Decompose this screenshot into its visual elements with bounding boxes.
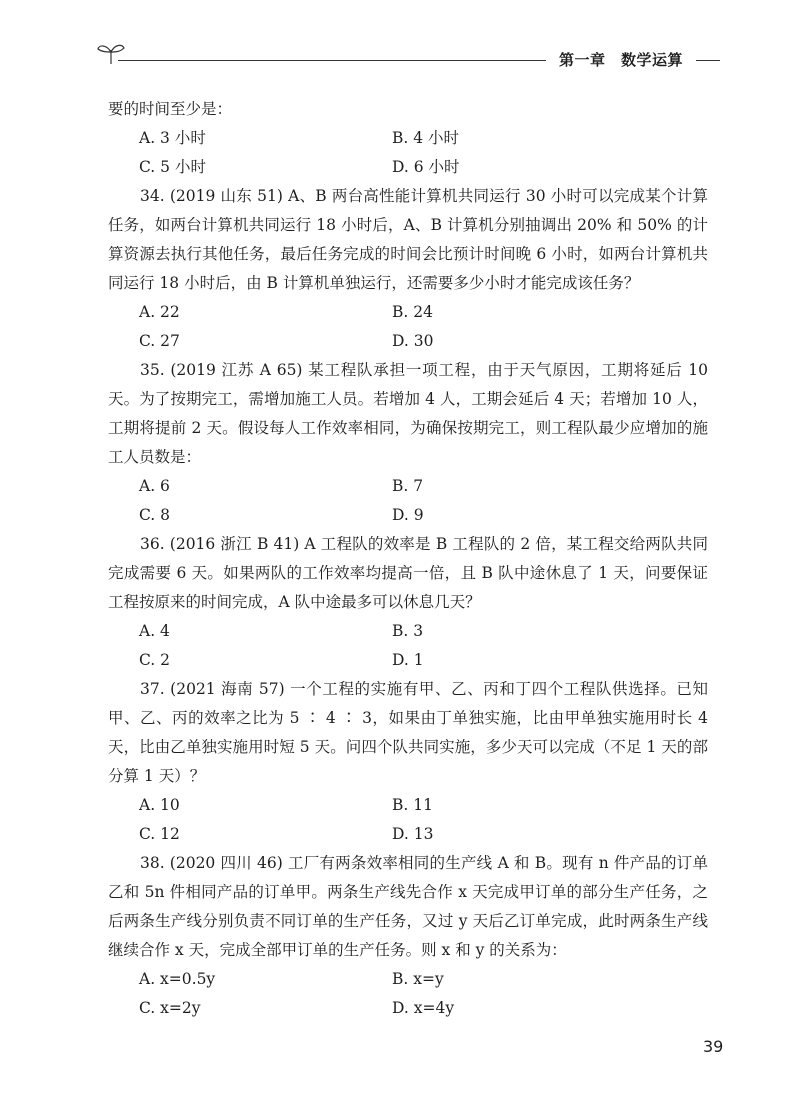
question-35 xyxy=(108,356,708,530)
option: D. 9 xyxy=(392,506,424,524)
options-row xyxy=(108,617,708,646)
question-34 xyxy=(108,182,708,356)
sprout-icon xyxy=(96,40,126,66)
question-38 xyxy=(108,849,708,1023)
question-text: 35. (2019 江苏 A 65) 某工程队承担一项工程，由于天气原因，工期将延后 10 天。为了按期完工，需增加施工人员。若增加 4 人，工期会延后 4 天；若增加 10 人，工期将提前 2 天。假设每人工作效率相同，为确保按期完工，则工程队最少应增加的施工人员数是： xyxy=(108,361,708,466)
options-row xyxy=(108,646,708,675)
option: A. 4 xyxy=(139,622,170,640)
options-row xyxy=(108,327,708,356)
option: D. 6 小时 xyxy=(392,158,460,176)
question-text: 38. (2020 四川 46) 工厂有两条效率相同的生产线 A 和 B。现有 n 件产品的订单乙和 5n 件相同产品的订单甲。两条生产线先合作 x 天完成甲订单的部分生产任务，之后两条生产线分别负责不同订单的生产任务，又过 y 天后乙订单完成，此时两条生产线继续合作 x 天，完成全部甲订单的生产任务。则 x 和 y 的关系为： xyxy=(108,854,708,959)
options-row xyxy=(108,124,708,153)
option: D. x=4y xyxy=(392,999,455,1017)
option: B. 11 xyxy=(392,796,433,814)
option: B. 3 xyxy=(392,622,424,640)
options-row xyxy=(108,472,708,501)
option: B. x=y xyxy=(392,970,444,988)
option: B. 24 xyxy=(392,303,433,321)
chapter-title: 第一章 数学运算 xyxy=(546,49,696,70)
option: A. 10 xyxy=(139,796,180,814)
option: B. 7 xyxy=(392,477,424,495)
running-header xyxy=(96,40,720,80)
option: D. 30 xyxy=(392,332,434,350)
option: A. x=0.5y xyxy=(139,970,216,988)
option: C. 12 xyxy=(139,825,180,843)
question-text: 37. (2021 海南 57) 一个工程的实施有甲、乙、丙和丁四个工程队供选择。已知甲、乙、丙的效率之比为 5 ∶ 4 ∶ 3，如果由丁单独实施，比由甲单独实施用时长 4 天，比由乙单独实施用时短 5 天。问四个队共同实施，多少天可以完成（不足 1 天的部分算 1 天）？ xyxy=(108,680,708,785)
question-text: 34. (2019 山东 51) A、B 两台高性能计算机共同运行 30 小时可以完成某个计算任务，如两台计算机共同运行 18 小时后，A、B 计算机分别抽调出 20% 和 50% 的计算资源去执行其他任务，最后任务完成的时间会比预计时间晚 6 小时，如两台计算机共同运行 18 小时后，由 B 计算机单独运行，还需要多少小时才能完成该任务？ xyxy=(108,187,708,292)
option: D. 1 xyxy=(392,651,424,669)
option: C. 5 小时 xyxy=(139,158,206,176)
options-row xyxy=(108,298,708,327)
options-row xyxy=(108,791,708,820)
option: A. 6 xyxy=(139,477,170,495)
option: C. 2 xyxy=(139,651,171,669)
options-row xyxy=(108,153,708,182)
option: C. 8 xyxy=(139,506,171,524)
page-number: 39 xyxy=(703,1037,724,1056)
options-row xyxy=(108,965,708,994)
option: C. 27 xyxy=(139,332,180,350)
option: B. 4 小时 xyxy=(392,129,460,147)
header-rule-end xyxy=(696,60,720,61)
options-row xyxy=(108,820,708,849)
question-text: 36. (2016 浙江 B 41) A 工程队的效率是 B 工程队的 2 倍，某工程交给两队共同完成需要 6 天。如果两队的工作效率均提高一倍，且 B 队中途休息了 1 天，问要保证工程按原来的时间完成，A 队中途最多可以休息几天？ xyxy=(108,535,708,611)
question-37 xyxy=(108,675,708,849)
options-row xyxy=(108,501,708,530)
option: A. 22 xyxy=(139,303,180,321)
options-row xyxy=(108,994,708,1023)
option: A. 3 小时 xyxy=(139,129,206,147)
option: C. x=2y xyxy=(139,999,201,1017)
option: D. 13 xyxy=(392,825,434,843)
continued-question-text: 要的时间至少是： xyxy=(108,100,233,118)
page-content xyxy=(108,95,708,1023)
question-36 xyxy=(108,530,708,675)
